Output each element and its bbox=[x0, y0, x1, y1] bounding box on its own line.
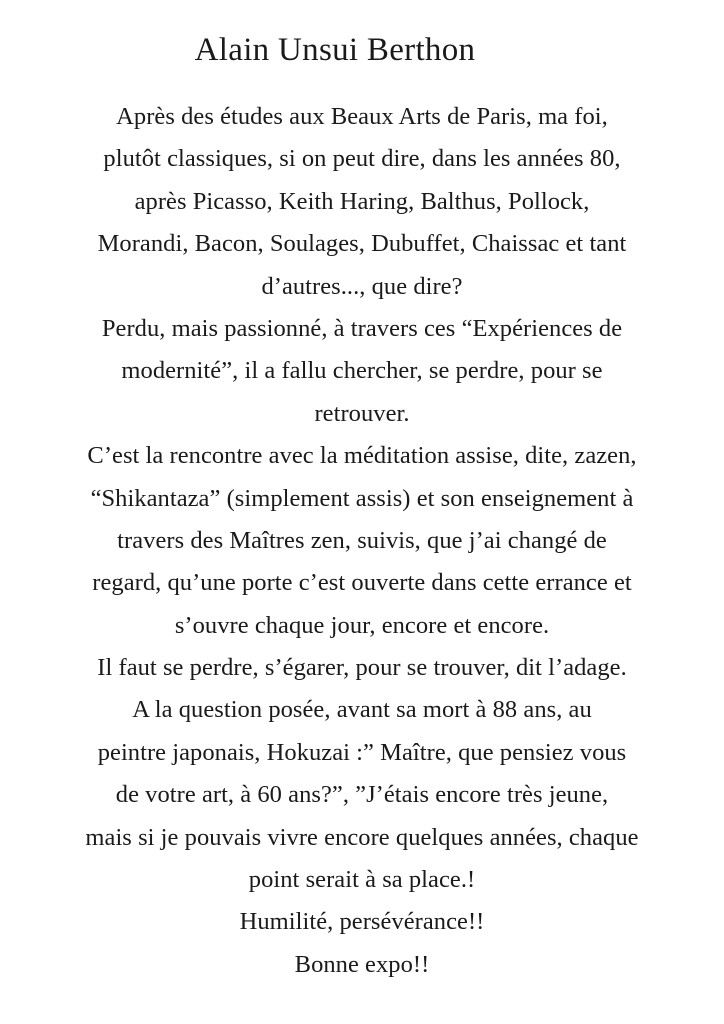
text-line: “Shikantaza” (simplement assis) et son enseignement à bbox=[90, 484, 634, 512]
text-line: C’est la rencontre avec la méditation assise, dite, zazen, bbox=[87, 442, 637, 470]
text-line: retrouver. bbox=[314, 399, 410, 427]
text-line: A la question posée, avant sa mort à 88 ans, au bbox=[132, 696, 592, 724]
text-line: point serait à sa place.! bbox=[248, 866, 476, 894]
text-line: Bonne expo!! bbox=[294, 950, 430, 978]
text-line: Humilité, persévérance!! bbox=[239, 908, 485, 936]
text-line: Après des études aux Beaux Arts de Paris, ma foi, bbox=[116, 103, 608, 130]
text-line: mais si je pouvais vivre encore quelques années, chaque bbox=[85, 823, 639, 851]
text-line: Morandi, Bacon, Soulages, Dubuffet, Chaissac et tant bbox=[97, 230, 627, 258]
text-line: après Picasso, Keith Haring, Balthus, Pollock, bbox=[134, 187, 590, 215]
text-line: modernité”, il a fallu chercher, se perdre, pour se bbox=[121, 357, 603, 385]
document-title: Alain Unsui Berthon bbox=[194, 32, 476, 68]
text-line: d’autres..., que dire? bbox=[261, 272, 463, 300]
text-line: s’ouvre chaque jour, encore et encore. bbox=[174, 611, 550, 639]
text-line: regard, qu’une porte c’est ouverte dans cette errance et bbox=[92, 569, 632, 597]
text-line: de votre art, à 60 ans?”, ”J’étais encore très jeune, bbox=[115, 781, 609, 809]
text-line: peintre japonais, Hokuzai :” Maître, que pensiez vous bbox=[97, 738, 627, 766]
document-body bbox=[0, 96, 724, 986]
text-line: Perdu, mais passionné, à travers ces “Expériences de bbox=[101, 314, 623, 342]
text-line: Il faut se perdre, s’égarer, pour se trouver, dit l’adage. bbox=[97, 654, 627, 682]
text-line: plutôt classiques, si on peut dire, dans les années 80, bbox=[103, 145, 621, 173]
text-line: travers des Maîtres zen, suivis, que j’ai changé de bbox=[117, 526, 607, 554]
